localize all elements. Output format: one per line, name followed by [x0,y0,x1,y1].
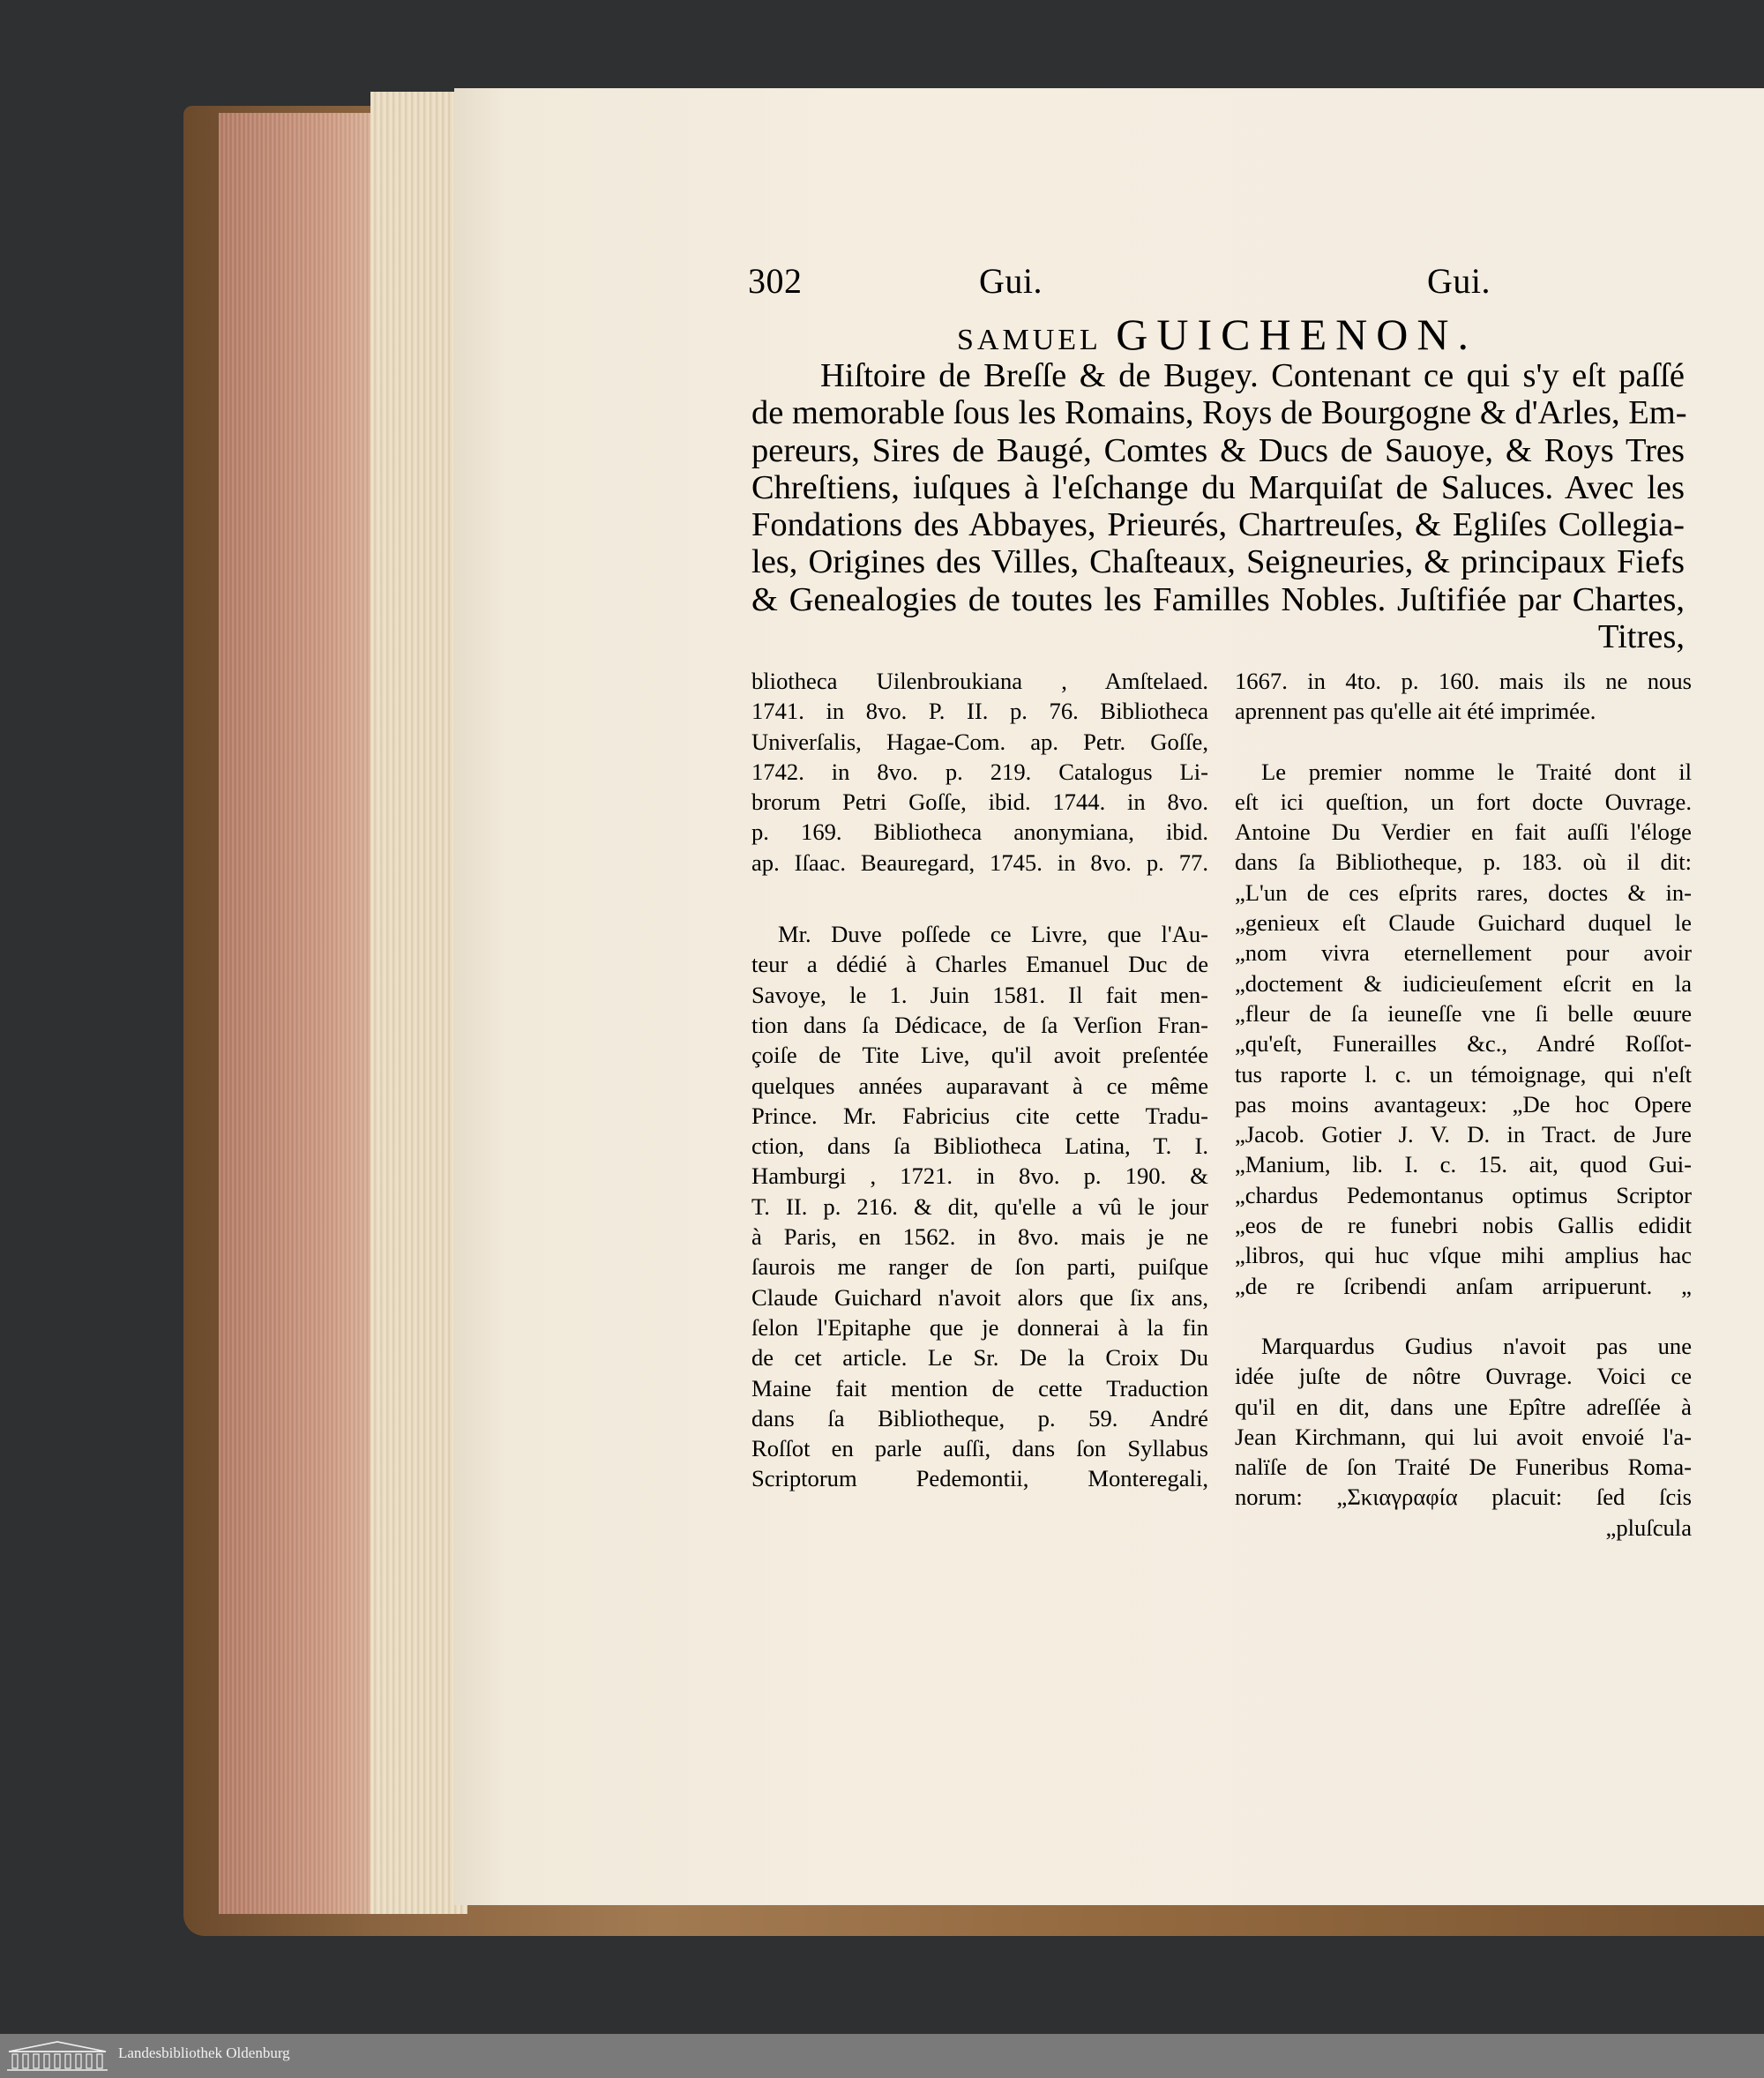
text-line: tus raporte l. c. un témoignage, qui n'eſt [1235,1060,1692,1088]
text-line: Mr. Duve poſſede ce Livre, que l'Au- [778,921,1208,948]
text-line: Maine fait mention de cette Traduction [751,1374,1208,1402]
text-line: T. II. p. 216. & dit, qu'elle a vû le jour [751,1192,1208,1220]
heading-line: Chreſtiens, iuſques à l'eſchange du Marquiſat de Saluces. Avec les [751,468,1685,506]
text-column-left [751,666,1208,1494]
text-line: dans ſa Bibliotheque, p. 183. où il dit: [1235,848,1692,876]
book-title-heading [751,357,1685,655]
text-line: Antoine Du Verdier en fait auſſi l'éloge [1235,818,1692,846]
text-line: „de re ſcribendi anſam arripuerunt. „ [1235,1272,1692,1299]
text-line: quelques années auparavant à ce même [751,1072,1208,1099]
text-line: Univerſalis, Hagae-Com. ap. Petr. Goſſe, [751,728,1208,755]
text-line: de cet article. Le Sr. De la Croix Du [751,1344,1208,1372]
page-number: 302 [748,261,803,301]
heading-line: Titres, [1597,618,1685,656]
catchword: „pluſcula [1605,1514,1692,1541]
text-line: ſelon l'Epitaphe que je donnerai à la fin [751,1313,1208,1341]
paragraph-gap [1235,727,1692,757]
heading-line: de memorable ſous les Romains, Roys de Bourgogne & d'Arles, Em- [751,394,1687,432]
text-line: norum: „Σκιαγραφία placuit: ſed ſcis [1235,1484,1692,1511]
text-line: teur a dédié à Charles Emanuel Duc de [751,951,1208,978]
text-line: ſaurois me ranger de ſon parti, puiſque [751,1253,1208,1281]
text-line: „Jacob. Gotier J. V. D. in Tract. de Jure [1235,1121,1692,1148]
text-line: eſt ici queſtion, un fort docte Ouvrage. [1235,788,1692,815]
text-line: qu'il en dit, dans une Epître adreſſée à [1235,1393,1692,1420]
heading-line: pereurs, Sires de Baugé, Comtes & Ducs de Sauoye, & Roys Tres [751,431,1685,469]
text-line: Savoye, le 1. Juin 1581. Il fait men- [751,981,1208,1008]
text-line: Jean Kirchmann, qui lui avoit envoié l'a- [1235,1423,1692,1450]
running-head-right: Gui. [1427,261,1491,301]
library-logo-icon [5,2039,109,2073]
paragraph-continuation [1235,666,1692,727]
text-line: Marquardus Gudius n'avoit pas une [1261,1332,1692,1359]
text-line: „nom vivra eternellement pour avoir [1235,939,1692,967]
paragraph-traite [1235,757,1692,1301]
heading-line: & Genealogies de toutes les Familles Nobles. Juſtifiée par Chartes, [751,580,1685,618]
library-name: Landesbibliothek Oldenburg [118,2044,290,2061]
text-line: „fleur de ſa ieuneſſe vne ſi belle œuure [1235,999,1692,1027]
text-line: Roſſot en parle auſſi, dans ſon Syllabus [751,1435,1208,1462]
text-line: p. 169. Bibliotheca anonymiana, ibid. [751,818,1208,846]
author-first-name: SAMUEL [957,324,1102,356]
text-line: Claude Guichard n'avoit alors que ſix ans, [751,1283,1208,1311]
text-line: Scriptorum Pedemontii, Monteregali, [751,1465,1208,1492]
text-line: „L'un de ces eſprits rares, doctes & in- [1235,878,1692,906]
text-line: çoiſe de Tite Live, qu'il avoit preſentée [751,1042,1208,1069]
running-head-left: Gui. [979,261,1043,301]
text-line: Prince. Mr. Fabricius cite cette Tradu- [751,1102,1208,1129]
footer-bar [0,2034,1764,2078]
text-line: Hamburgi , 1721. in 8vo. p. 190. & [751,1162,1208,1190]
text-line: „qu'eſt, Funerailles &c., André Roſſot- [1235,1030,1692,1058]
heading-line: Fondations des Abbayes, Prieurés, Chartreuſes, & Egliſes Collegia- [751,506,1685,544]
text-line: idée juſte de nôtre Ouvrage. Voici ce [1235,1363,1692,1390]
entry-author [750,309,1685,360]
text-line: à Paris, en 1562. in 8vo. mais je ne [751,1223,1208,1251]
text-line: tion dans ſa Dédicace, de ſa Verſion Fran- [751,1011,1208,1038]
text-line: pas moins avantageux: „De hoc Opere [1235,1090,1692,1117]
text-line: „chardus Pedemontanus optimus Scriptor [1235,1181,1692,1208]
text-line: ap. Iſaac. Beauregard, 1745. in 8vo. p. 77. [751,848,1208,876]
text-column-right [1235,666,1692,1543]
text-line: „eos de re funebri nobis Gallis edidit [1235,1212,1692,1239]
text-line: „libros, qui huc vſque mihi amplius hac [1235,1242,1692,1269]
text-line: „genieux eſt Claude Guichard duquel le [1235,909,1692,937]
text-line: dans ſa Bibliotheque, p. 59. André [751,1404,1208,1431]
text-line: „Manium, lib. I. c. 15. ait, quod Gui- [1235,1151,1692,1178]
page-stack [370,92,467,1914]
text-line: 1742. in 8vo. p. 219. Catalogus Li- [751,758,1208,785]
text-line: nalïſe de ſon Traité De Funeribus Roma- [1235,1454,1692,1481]
heading-line: les, Origines des Villes, Chaſteaux, Seigneuries, & principaux Fiefs [751,543,1685,581]
paragraph-duve [751,919,1208,1494]
paragraph-gap [751,878,1208,919]
text-line: Le premier nomme le Traité dont il [1261,758,1692,785]
paragraph-gap [1235,1301,1692,1331]
text-line: „doctement & iudicieuſement eſcrit en la [1235,969,1692,997]
text-line: brorum Petri Goſſe, ibid. 1744. in 8vo. [751,789,1208,816]
text-line: ction, dans ſa Bibliotheca Latina, T. I. [751,1132,1208,1160]
author-last-name: GUICHENON. [1116,310,1477,359]
text-line: 1741. in 8vo. P. II. p. 76. Bibliotheca [751,698,1208,725]
text-line: aprennent pas qu'elle ait été imprimée. [1235,698,1596,725]
paragraph-gudius [1235,1331,1692,1543]
paragraph-bibliography [751,666,1208,878]
text-line: bliotheca Uilenbroukiana , Amſtelaed. [751,668,1208,694]
text-line: 1667. in 4to. p. 160. mais ils ne nous [1235,668,1692,694]
heading-line: Hiſtoire de Breſſe & de Bugey. Contenant ce qui s'y eſt paſſé [820,357,1685,394]
